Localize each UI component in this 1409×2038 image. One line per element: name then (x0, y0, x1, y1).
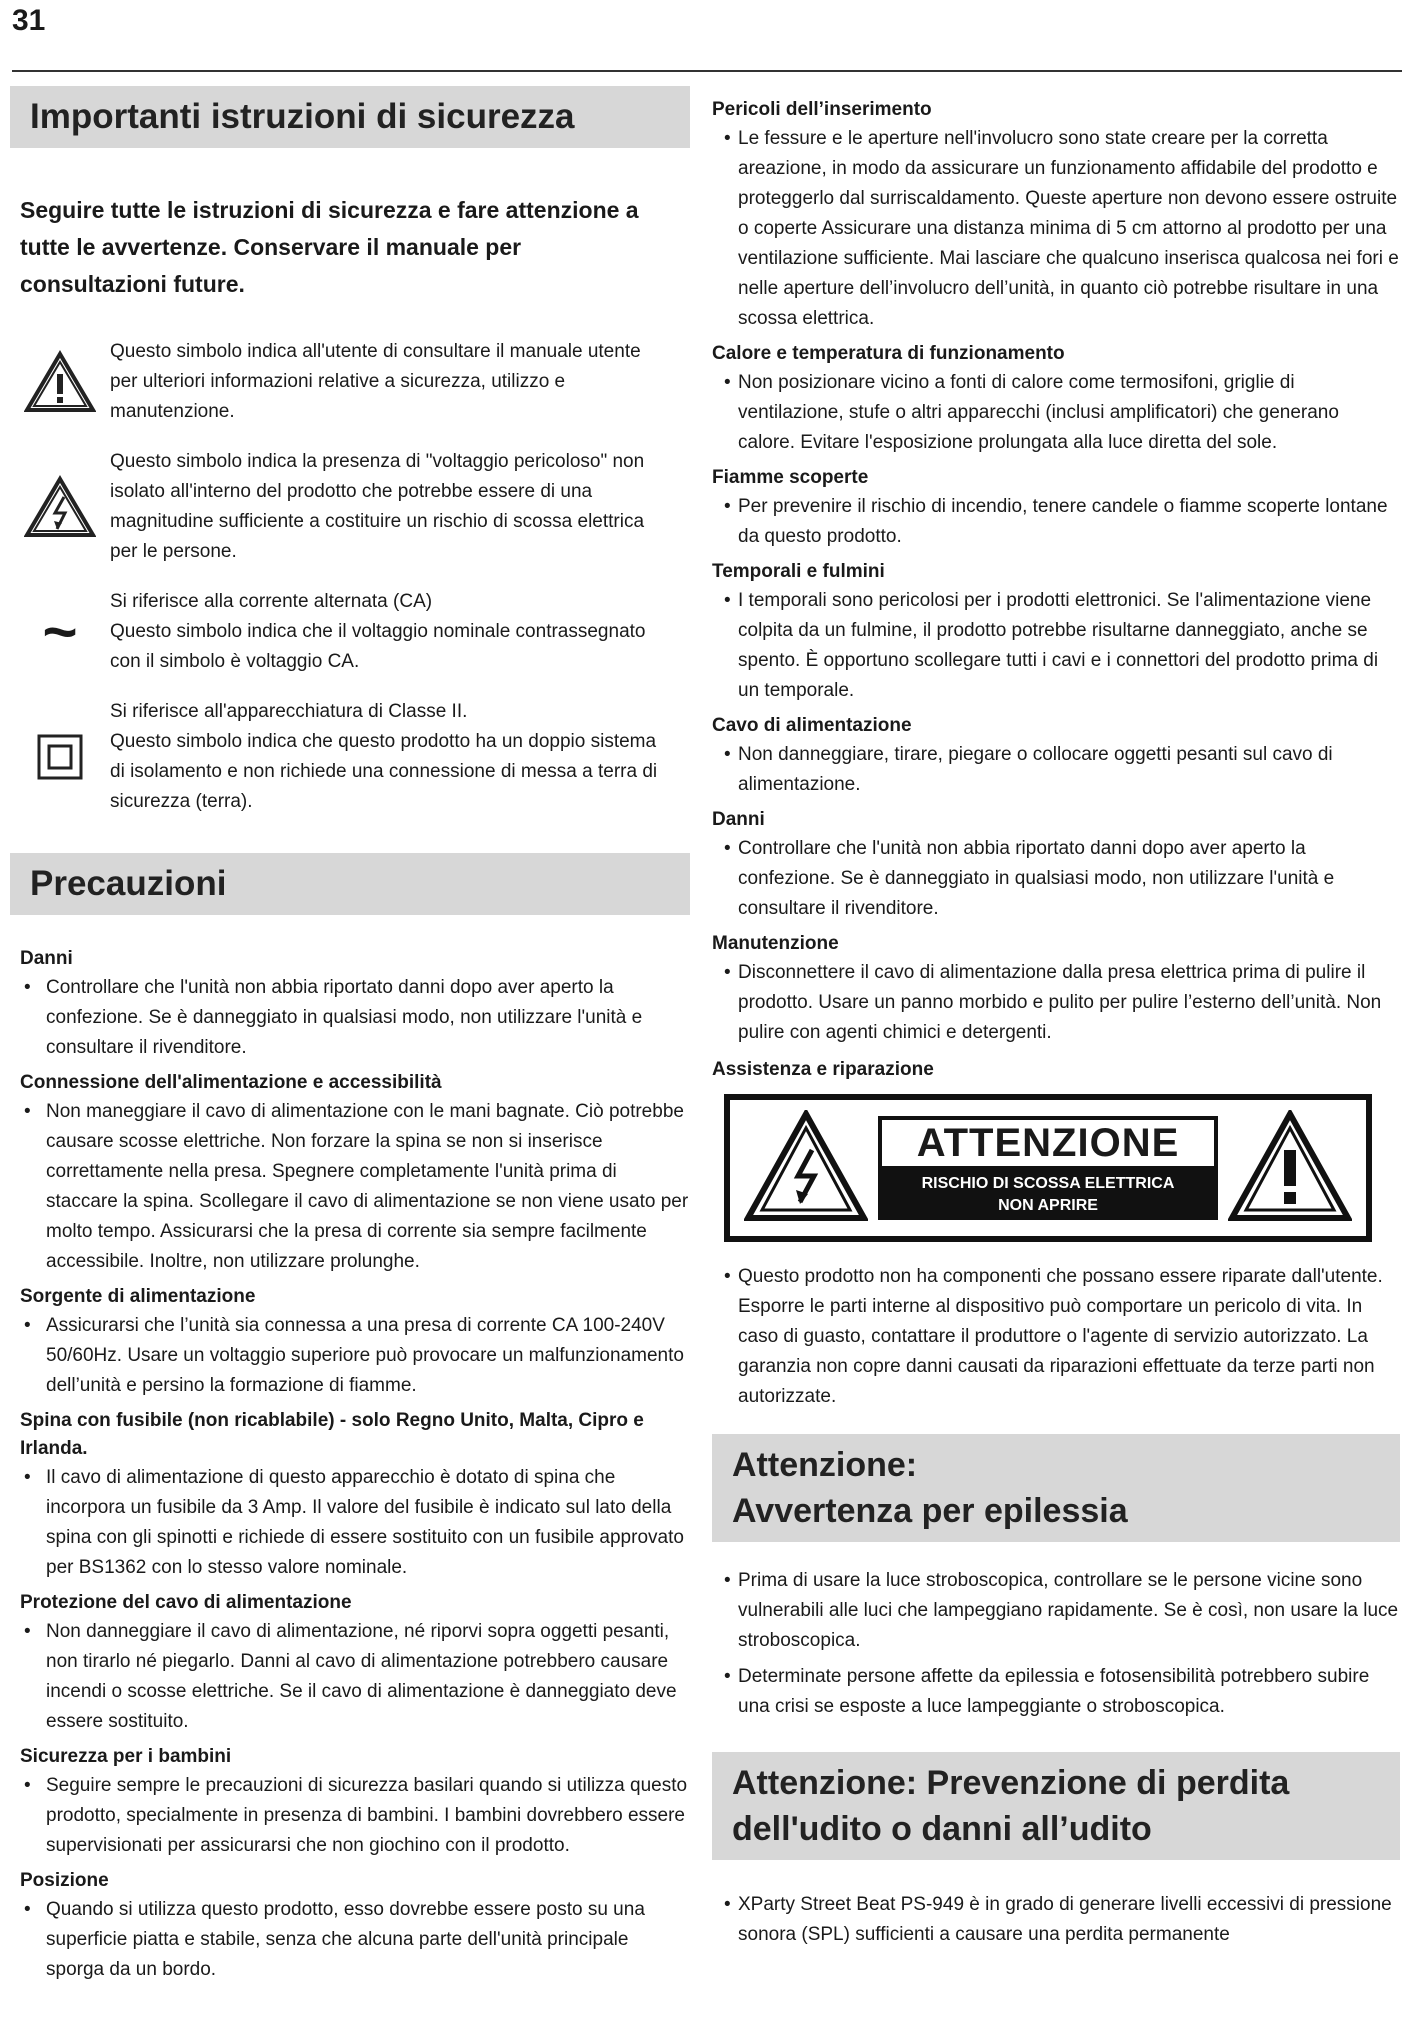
bullet-item: • Non danneggiare, tirare, piegare o collocare oggetti pesanti sul cavo di alimentazione. (712, 740, 1400, 800)
warning-line: RISCHIO DI SCOSSA ELETTRICA (921, 1175, 1175, 1192)
symbol-desc: Questo simbolo indica che il voltaggio nominale contrassegnato con il simbolo è voltaggio CA. (110, 621, 646, 672)
symbol-row (10, 587, 690, 677)
right-column (712, 96, 1400, 1956)
left-sections (10, 945, 690, 1985)
section-heading: Temporali e fulmini (712, 561, 885, 582)
symbol-desc: Questo simbolo indica la presenza di "voltaggio pericoloso" non isolato all'interno del prodotto che potrebbe essere di una magnitudine sufficiente a costituire un rischio di scossa elettrica per le persone. (110, 451, 645, 562)
section-heading: Sicurezza per i bambini (20, 1746, 232, 1767)
bullet-item: • Quando si utilizza questo prodotto, esso dovrebbe essere posto su una superficie piatta e stabile, senza che alcuna parte dell'unità principale sporga da un bordo. (10, 1895, 690, 1985)
bullet-item: • I temporali sono pericolosi per i prodotti elettronici. Se l'alimentazione viene colpita da un fulmine, il prodotto potrebbe risultarne danneggiato, anche se spento. È opportuno scollegare tutti i cavi e i connettori del prodotto prima di un temporale. (712, 586, 1400, 706)
bullet-item: • Non maneggiare il cavo di alimentazione con le mani bagnate. Ciò potrebbe causare scosse elettriche. Non forzare la spina se non si inserisce correttamente nella presa. Spegnere completamente l'unità prima di staccare la spina. Scollegare il cavo di alimentazione se non viene usato per molto tempo. Assicurarsi che la presa di corrente sia sempre facilmente accessibile. Inoltre, non utilizzare prolunghe. (10, 1097, 690, 1277)
section-heading: Protezione del cavo di alimentazione (20, 1592, 352, 1613)
section-heading: Spina con fusibile (non ricablabile) - solo Regno Unito, Malta, Cipro e Irlanda. (20, 1410, 644, 1459)
bullet-item: • Per prevenire il rischio di incendio, tenere candele o fiamme scoperte lontane da questo prodotto. (712, 492, 1400, 552)
page-number: 31 (12, 4, 46, 37)
warning-triangle-icon (1228, 1110, 1352, 1227)
symbol-desc: Si riferisce alla corrente alternata (CA) (110, 591, 433, 612)
section-heading: Fiamme scoperte (712, 467, 869, 488)
ac-glyph: ~ (42, 598, 78, 665)
bullet-item: • Prima di usare la luce stroboscopica, controllare se le persone vicine sono vulnerabili alle luci che lampeggiano rapidamente. Se è così, non usare la luce stroboscopica. (712, 1566, 1400, 1656)
hearing-title-line: dell'udito o danni all’udito (732, 1810, 1152, 1848)
hearing-title-line: Attenzione: Prevenzione di perdita (732, 1764, 1290, 1802)
bullet-item: • Non posizionare vicino a fonti di calore come termosifoni, griglie di ventilazione, stufe o altri apparecchi (inclusi amplificatori) che generano calore. Evitare l'esposizione prolungata alla luce diretta del sole. (712, 368, 1400, 458)
epilepsy-title-line: Avvertenza per epilessia (732, 1492, 1128, 1530)
symbol-row (10, 337, 690, 427)
bullet-item: • Questo prodotto non ha componenti che possano essere riparate dall'utente. Esporre le parti interne al dispositivo può comportare un pericolo di vita. In caso di guasto, contattare il produttore o l'agente di servizio autorizzato. La garanzia non copre danni causati da riparazioni effettuate da terze parti non autorizzate. (712, 1262, 1400, 1412)
bullet-item: • Il cavo di alimentazione di questo apparecchio è dotato di spina che incorpora un fusibile da 3 Amp. Il valore del fusibile è indicato sul lato della spina con gli spinotti e richiede di essere sostituito con un fusibile approvato per BS1362 con lo stesso valore nominale. (10, 1463, 690, 1583)
symbol-row (10, 447, 690, 567)
section-heading: Danni (712, 809, 765, 830)
safety-title: Importanti istruzioni di sicurezza (10, 86, 690, 148)
symbol-row (10, 697, 690, 817)
service-heading: Assistenza e riparazione (712, 1059, 934, 1080)
epilepsy-title (712, 1434, 1400, 1542)
section-heading: Calore e temperatura di funzionamento (712, 343, 1065, 364)
precautions-title: Precauzioni (10, 853, 690, 915)
bullet-item: • Controllare che l'unità non abbia riportato danni dopo aver aperto la confezione. Se è danneggiato in qualsiasi modo, non utilizzare l'unità e consultare il rivenditore. (10, 973, 690, 1063)
warning-subtitle (878, 1170, 1218, 1220)
bullet-item: • Determinate persone affette da epilessia e fotosensibilità potrebbero subire una crisi se esposte a luce lampeggiante o stroboscopica. (712, 1662, 1400, 1722)
section-heading: Danni (20, 948, 73, 969)
bullet-item: • Non danneggiare il cavo di alimentazione, né riporvi sopra oggetti pesanti, non tirarlo né piegarlo. Danni al cavo di alimentazione potrebbero causare incendi o scosse elettriche. Se il cavo di alimentazione è danneggiato deve essere sostituito. (10, 1617, 690, 1737)
warning-line: NON APRIRE (998, 1197, 1098, 1214)
warning-center (878, 1116, 1218, 1220)
epilepsy-list (712, 1566, 1400, 1722)
hearing-list (712, 1890, 1400, 1950)
symbol-desc: Questo simbolo indica che questo prodotto ha un doppio sistema di isolamento e non richiede una connessione di messa a terra di sicurezza (terra). (110, 731, 658, 812)
section-heading: Pericoli dell’inserimento (712, 99, 932, 120)
section-heading: Manutenzione (712, 933, 839, 954)
bullet-item: • Assicurarsi che l’unità sia connessa a una presa di corrente CA 100-240V 50/60Hz. Usare un voltaggio superiore può provocare un malfunzionamento dell’unità e persino la formazione di fiamme. (10, 1311, 690, 1401)
high-voltage-icon (10, 475, 110, 539)
section-heading: Connessione dell'alimentazione e accessibilità (20, 1072, 442, 1093)
bullet-item: • Disconnettere il cavo di alimentazione dalla presa elettrica prima di pulire il prodotto. Usare un panno morbido e pulito per pulire l’esterno dell’unità. Non pulire con agenti chimici e detergenti. (712, 958, 1400, 1048)
section-heading: Sorgente di alimentazione (20, 1286, 256, 1307)
epilepsy-title-line: Attenzione: (732, 1446, 918, 1484)
bullet-item: • Le fessure e le aperture nell'involucro sono state creare per la corretta areazione, in modo da assicurare un funzionamento affidabile del prodotto e proteggerlo dal surriscaldamento. Queste aperture non devono essere ostruite o coperte Assicurare una distanza minima di 5 cm attorno al prodotto per una ventilazione sufficiente. Mai lasciare che qualcuno inserisca qualcosa nei fori e nelle aperture dell’involucro dell’unità, in quanto ciò potrebbe risultare in una scossa elettrica. (712, 124, 1400, 334)
hearing-title (712, 1752, 1400, 1860)
section-heading: Posizione (20, 1870, 109, 1891)
symbol-desc: Si riferisce all'apparecchiatura di Classe II. (110, 701, 468, 722)
high-voltage-icon (744, 1110, 868, 1227)
symbol-desc: Questo simbolo indica all'utente di consultare il manuale utente per ulteriori informazioni relative a sicurezza, utilizzo e manutenzione. (110, 341, 641, 422)
safety-intro: Seguire tutte le istruzioni di sicurezza e fare attenzione a tutte le avvertenze. Conservare il manuale per consultazioni future. (20, 197, 639, 297)
left-column (10, 86, 690, 1991)
ac-current-icon (10, 598, 110, 665)
top-divider (12, 70, 1402, 72)
bullet-item: • XParty Street Beat PS-949 è in grado di generare livelli eccessivi di pressione sonora (SPL) sufficienti a causare una perdita permanente (712, 1890, 1400, 1950)
shock-warning-label (724, 1094, 1372, 1242)
warning-triangle-icon (10, 350, 110, 414)
warning-title: ATTENZIONE (878, 1116, 1218, 1170)
section-heading: Cavo di alimentazione (712, 715, 912, 736)
class-ii-icon (10, 734, 110, 780)
bullet-item: • Seguire sempre le precauzioni di sicurezza basilari quando si utilizza questo prodotto, specialmente in presenza di bambini. I bambini dovrebbero essere supervisionati per assicurarsi che non giochino con il prodotto. (10, 1771, 690, 1861)
bullet-item: • Controllare che l'unità non abbia riportato danni dopo aver aperto la confezione. Se è danneggiato in qualsiasi modo, non utilizzare l'unità e consultare il rivenditore. (712, 834, 1400, 924)
